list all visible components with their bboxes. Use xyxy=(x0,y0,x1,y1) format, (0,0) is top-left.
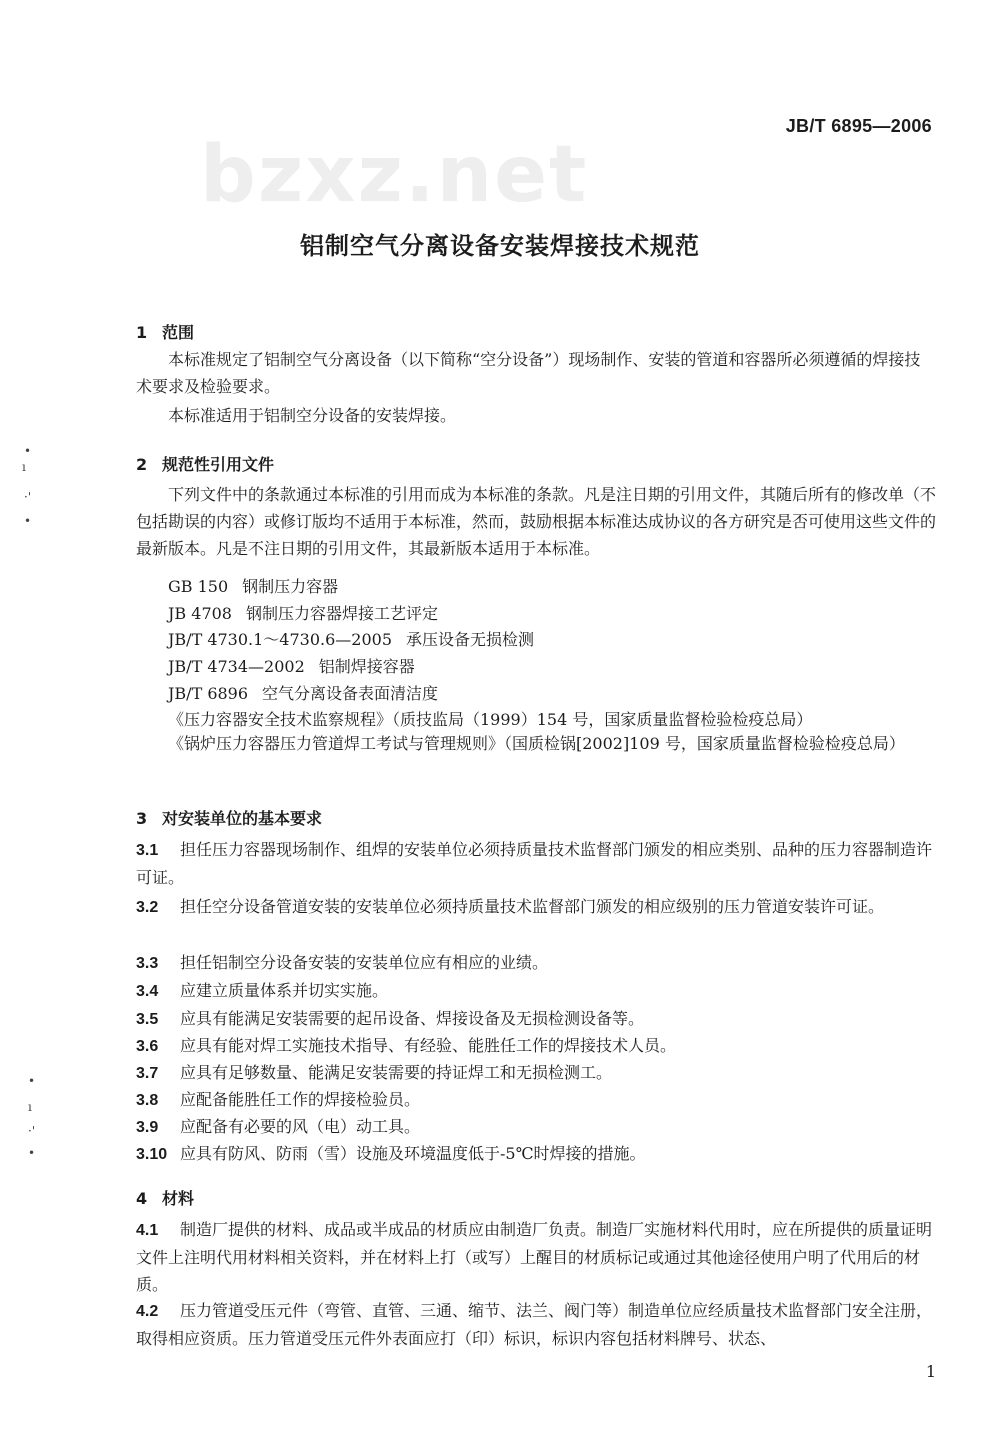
clause-text: 应建立质量体系并切实实施。 xyxy=(180,981,389,1000)
watermark: bzxz.net xyxy=(200,130,589,220)
reference-code: JB/T 6896 xyxy=(168,684,249,703)
reference-title: 承压设备无损检测 xyxy=(406,630,535,649)
clause-number: 3.2 xyxy=(136,899,159,916)
clause-text: 应配备能胜任工作的焊接检验员。 xyxy=(180,1090,421,1109)
clause-text: 压力管道受压元件（弯管、直管、三通、缩节、法兰、阀门等）制造单位应经质量技术监督部门安全注册，取得相应资质。压力管道受压元件外表面应打（印）标识，标识内容包括材料牌号、状态、 xyxy=(136,1301,933,1348)
section-number: 2 xyxy=(136,455,148,474)
clause-number: 4.1 xyxy=(136,1222,159,1239)
section-title: 范围 xyxy=(162,323,195,342)
clause xyxy=(136,949,938,977)
reference-item xyxy=(168,574,338,597)
margin-mark: • xyxy=(24,444,32,458)
reference-item xyxy=(168,681,438,704)
clause-text: 担任铝制空分设备安装的安装单位应有相应的业绩。 xyxy=(180,953,549,972)
clause-text: 应具有足够数量、能满足安装需要的持证焊工和无损检测工。 xyxy=(180,1063,613,1082)
clause-text: 应具有能满足安装需要的起吊设备、焊接设备及无损检测设备等。 xyxy=(180,1009,645,1028)
section-title: 材料 xyxy=(162,1189,195,1208)
reference-title: 铝制焊接容器 xyxy=(318,657,415,676)
clause xyxy=(136,1032,938,1060)
clause xyxy=(136,1005,938,1033)
clause-text: 应具有能对焊工实施技术指导、有经验、能胜任工作的焊接技术人员。 xyxy=(180,1036,677,1055)
section-heading xyxy=(136,452,274,475)
reference-code: JB/T 4730.1～4730.6—2005 xyxy=(168,630,393,649)
reference-code: JB 4708 xyxy=(168,604,232,623)
clause xyxy=(136,1059,938,1087)
clause-text: 应具有防风、防雨（雪）设施及环境温度低于-5℃时焊接的措施。 xyxy=(180,1144,646,1163)
clause-number: 3.1 xyxy=(136,842,159,859)
clause xyxy=(136,1086,938,1114)
section-number: 1 xyxy=(136,323,148,342)
document-title: 铝制空气分离设备安装焊接技术规范 xyxy=(300,232,700,260)
clause xyxy=(136,836,938,891)
reference-item xyxy=(168,654,415,677)
reference-item xyxy=(168,627,534,650)
standard-code: JB/T 6895—2006 xyxy=(785,116,932,136)
clause-text: 担任空分设备管道安装的安装单位必须持质量技术监督部门颁发的相应级别的压力管道安装许可证。 xyxy=(180,897,885,916)
clause xyxy=(136,1297,938,1352)
page-number: 1 xyxy=(925,1362,936,1381)
paragraph: 本标准适用于铝制空分设备的安装焊接。 xyxy=(168,406,457,425)
section-number: 3 xyxy=(136,809,148,828)
clause xyxy=(136,977,938,1005)
margin-mark: ı xyxy=(22,460,26,474)
reference-item: 《压力容器安全技术监察规程》（质技监局（1999）154 号，国家质量监督检验检疫总局） xyxy=(168,710,813,729)
reference-item xyxy=(168,601,438,624)
clause-number: 3.8 xyxy=(136,1092,159,1109)
reference-title: 钢制压力容器焊接工艺评定 xyxy=(245,604,438,623)
reference-code: JB/T 4734—2002 xyxy=(168,657,305,676)
clause-number: 3.7 xyxy=(136,1065,159,1082)
clause-text: 担任压力容器现场制作、组焊的安装单位必须持质量技术监督部门颁发的相应类别、品种的压力容器制造许可证。 xyxy=(136,840,933,887)
section-title: 对安装单位的基本要求 xyxy=(162,809,323,828)
margin-mark: ·' xyxy=(24,490,32,504)
clause-text: 应配备有必要的风（电）动工具。 xyxy=(180,1117,421,1136)
paragraph: 下列文件中的条款通过本标准的引用而成为本标准的条款。凡是注日期的引用文件，其随后所有的修改单（不包括勘误的内容）或修订版均不适用于本标准，然而，鼓励根据本标准达成协议的各方研究是否可使用这些文件的最新版本。凡是不注日期的引用文件，其最新版本适用于本标准。 xyxy=(136,485,937,558)
clause-number: 3.9 xyxy=(136,1119,159,1136)
margin-mark: • xyxy=(28,1146,36,1160)
section-heading xyxy=(136,1186,194,1209)
reference-title: 空气分离设备表面清洁度 xyxy=(262,684,439,703)
clause-text: 制造厂提供的材料、成品或半成品的材质应由制造厂负责。制造厂实施材料代用时，应在所提供的质量证明文件上注明代用材料相关资料，并在材料上打（或写）上醒目的材质标记或通过其他途径使用户明了代用后的材质。 xyxy=(136,1220,933,1294)
reference-item: 《锅炉压力容器压力管道焊工考试与管理规则》（国质检锅[2002]109 号，国家质量监督检验检疫总局） xyxy=(168,734,905,753)
clause-number: 3.5 xyxy=(136,1011,159,1028)
reference-title: 钢制压力容器 xyxy=(242,577,339,596)
margin-mark: ·' xyxy=(28,1124,36,1138)
clause xyxy=(136,1113,938,1141)
section-title: 规范性引用文件 xyxy=(162,455,275,474)
clause xyxy=(136,893,938,921)
clause-number: 4.2 xyxy=(136,1303,159,1320)
section-number: 4 xyxy=(136,1189,148,1208)
clause-number: 3.3 xyxy=(136,955,159,972)
clause xyxy=(136,1140,938,1168)
margin-mark: • xyxy=(24,514,32,528)
clause-number: 3.10 xyxy=(136,1146,168,1163)
paragraph: 本标准规定了铝制空气分离设备（以下简称“空分设备”）现场制作、安装的管道和容器所必须遵循的焊接技术要求及检验要求。 xyxy=(136,350,921,396)
margin-mark: ı xyxy=(28,1100,32,1114)
clause-number: 3.4 xyxy=(136,983,159,1000)
reference-code: GB 150 xyxy=(168,577,229,596)
margin-mark: • xyxy=(28,1074,36,1088)
clause-number: 3.6 xyxy=(136,1038,159,1055)
section-heading xyxy=(136,806,322,829)
section-heading xyxy=(136,320,194,343)
clause xyxy=(136,1216,938,1298)
